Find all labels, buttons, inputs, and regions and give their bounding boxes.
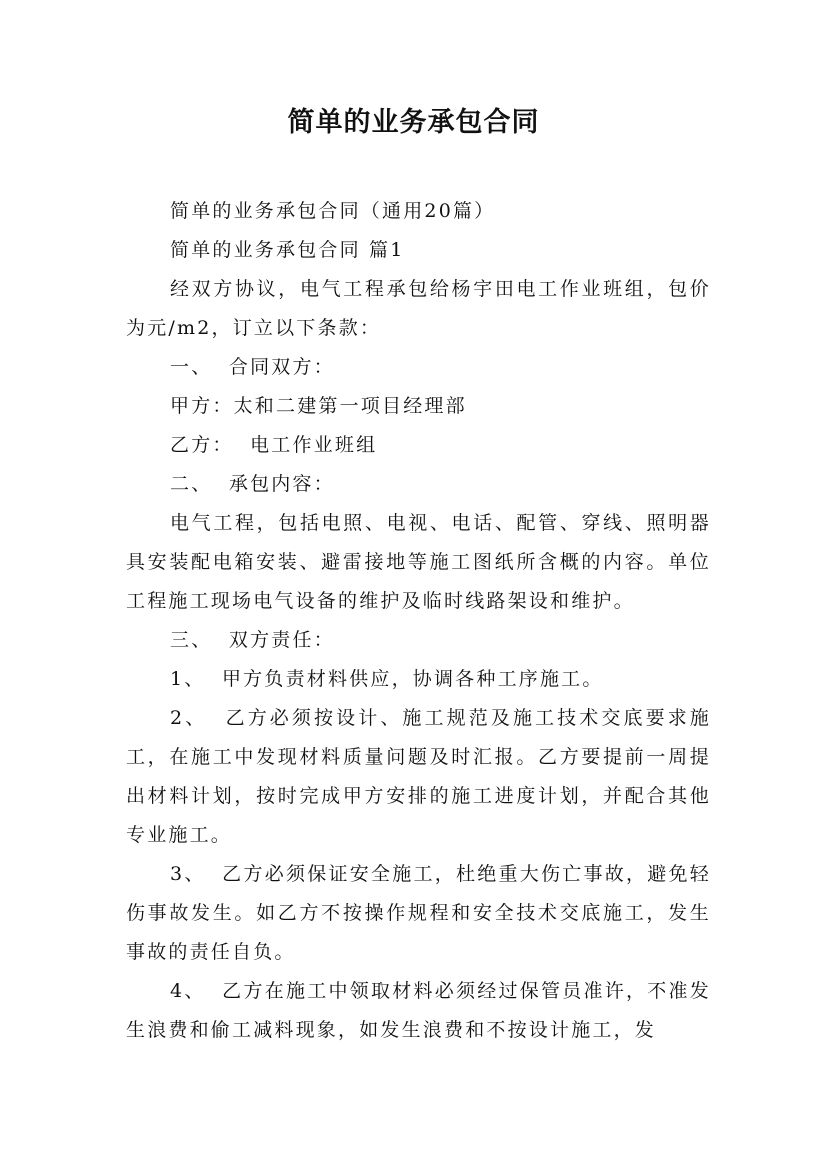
paragraph-item-4: 4、 乙方在施工中领取材料必须经过保管员准许，不准发生浪费和偷工减料现象，如发生浪费和不按设计施工，发 xyxy=(126,980,711,1041)
paragraph-item-2: 2、 乙方必须按设计、施工规范及施工技术交底要求施工，在施工中发现材料质量问题及时汇报。乙方要提前一周提出材料计划，按时完成甲方安排的施工进度计划，并配合其他专业施工。 xyxy=(126,707,711,846)
paragraph-subtitle: 简单的业务承包合同（通用20篇） xyxy=(170,200,496,222)
paragraph-scope: 电气工程，包括电照、电视、电话、配管、穿线、照明器具安装配电箱安装、避雷接地等施工图纸所含概的内容。单位工程施工现场电气设备的维护及临时线路架设和维护。 xyxy=(126,512,711,612)
document-body xyxy=(126,192,711,1050)
paragraph-party-b: 乙方： 电工作业班组 xyxy=(170,434,378,456)
paragraph-clause-2-heading: 二、 承包内容： xyxy=(170,473,335,495)
paragraph-clause-3-heading: 三、 双方责任： xyxy=(170,629,335,651)
paragraph-item-1: 1、 甲方负责材料供应，协调各种工序施工。 xyxy=(170,668,604,690)
paragraph-section-heading: 简单的业务承包合同 篇1 xyxy=(170,239,405,261)
paragraph-clause-1-heading: 一、 合同双方： xyxy=(170,356,335,378)
paragraph-party-a: 甲方：太和二建第一项目经理部 xyxy=(170,395,467,417)
paragraph-intro: 经双方协议，电气工程承包给杨宇田电工作业班组，包价为元/m2，订立以下条款： xyxy=(126,278,711,339)
document-title: 简单的业务承包合同 xyxy=(287,107,540,138)
paragraph-item-3: 3、 乙方必须保证安全施工，杜绝重大伤亡事故，避免轻伤事故发生。如乙方不按操作规程和安全技术交底施工，发生事故的责任自负。 xyxy=(126,863,711,963)
